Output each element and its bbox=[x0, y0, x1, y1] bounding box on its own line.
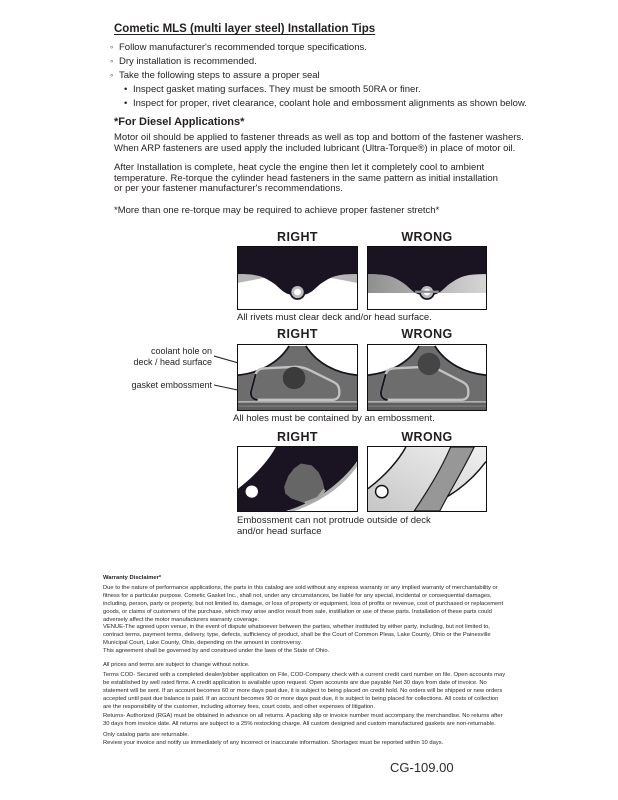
list-item bbox=[110, 83, 527, 97]
diesel-section-heading: *For Diesel Applications* bbox=[114, 116, 245, 128]
pair2-right-label: RIGHT bbox=[277, 327, 318, 341]
text-line: contract terms, payment terms, delivery, type, defects, sufficiency of product, shall be the Court of Common Pleas, Lake County, Ohio or the Painesville bbox=[103, 632, 491, 638]
hole-embossment-right-diagram bbox=[237, 344, 358, 411]
pair1-caption: All rivets must clear deck and/or head surface. bbox=[237, 312, 432, 323]
catalog-number: CG-109.00 bbox=[390, 760, 454, 775]
pair1-right-label: RIGHT bbox=[277, 230, 318, 244]
text-line: coolant hole on bbox=[150, 346, 212, 356]
text-line: adversely affect the motor manufacturers warranty coverage. bbox=[103, 617, 260, 623]
list-item bbox=[110, 41, 527, 55]
list-item bbox=[110, 69, 527, 83]
list-item bbox=[110, 55, 527, 69]
venue-paragraph bbox=[103, 623, 491, 655]
terms-paragraph bbox=[103, 671, 505, 711]
list-item-text: Inspect for proper, rivet clearance, coolant hole and embossment alignments as shown below. bbox=[133, 98, 527, 109]
prices-notice: All prices and terms are subject to change without notice. bbox=[103, 662, 250, 668]
text-line: deck / head surface bbox=[133, 356, 212, 367]
returns-paragraph bbox=[103, 712, 503, 728]
text-line: Terms COD- Secured with a completed dealer/jobber application on File, COD-Company check with a current credit card number on file. Open accounts may bbox=[103, 672, 506, 678]
text-line: After Installation is complete, heat cycle the engine then let it completely cool to ambient bbox=[114, 162, 485, 173]
text-line: Municipal Court, Lake County, Ohio, depending on the amount in controversy. bbox=[103, 640, 302, 646]
text-line: Motor oil should be applied to fastener threads as well as top and bottom of the fastener washers. bbox=[114, 132, 524, 143]
text-line: Due to the nature of performance applications, the parts in this catalog are sold without any express warranty or any implied warranty of merchantability or bbox=[103, 585, 498, 591]
text-line: including, person, party or property, but not limited to, damage, or loss of property or equipment, loss of profits or revenue, cost of purchased or replacement bbox=[103, 601, 504, 607]
bullet-icon: ◦ bbox=[110, 42, 114, 53]
text-line: and/or head surface bbox=[237, 526, 322, 537]
text-line: or per your fastener manufacturer's recommendations. bbox=[114, 183, 343, 194]
returnable-notice: Only catalog parts are returnable. bbox=[103, 732, 190, 738]
bullet-icon: ◦ bbox=[110, 56, 114, 67]
warranty-disclaimer-heading: Warranty Disclaimer* bbox=[103, 575, 162, 581]
list-item-text: Inspect gasket mating surfaces. They must be smooth 50RA or finer. bbox=[133, 84, 421, 95]
text-line: When ARP fasteners are used apply the included lubricant (Ultra-Torque®) in place of motor oil. bbox=[114, 142, 516, 154]
diesel-paragraph-1 bbox=[114, 133, 524, 154]
text-line: are the responsibility of the customer, including attorney fees, court costs, and other expenses of litigation. bbox=[103, 704, 375, 710]
pair1-wrong-label: WRONG bbox=[401, 230, 453, 244]
list-item-text: Take the following steps to assure a proper seal bbox=[119, 70, 320, 81]
text-line: Returns- Authorized (RGA) must be obtained in advance on all returns. A packing slip or invoice number must accompany the merchandise. No returns after bbox=[103, 713, 503, 719]
rivet-clearance-wrong-diagram bbox=[367, 246, 487, 310]
rivet-clearance-right-diagram bbox=[237, 246, 358, 310]
protrusion-right-drawing bbox=[238, 447, 357, 511]
text-line: accepted until past due balance is paid. If an account becomes 90 or more days past due, it is subject to being placed for collections. All costs of collection bbox=[103, 696, 499, 702]
review-invoice-notice: Review your invoice and notify us immediately of any incorrect or inaccurate information. Shortages must be reported within 10 days. bbox=[103, 740, 444, 746]
hole-embossment-wrong-diagram bbox=[367, 344, 487, 411]
pair2-wrong-label: WRONG bbox=[401, 327, 453, 341]
pair3-wrong-label: WRONG bbox=[401, 430, 453, 444]
protrusion-right-diagram bbox=[237, 446, 358, 512]
warranty-paragraph bbox=[103, 584, 503, 624]
gasket-embossment-callout: gasket embossment bbox=[131, 380, 212, 390]
installation-tips-list bbox=[110, 41, 527, 111]
pair3-caption bbox=[237, 515, 431, 537]
hole-embossment-wrong-drawing bbox=[368, 345, 486, 410]
coolant-hole-callout bbox=[96, 346, 212, 367]
text-line: Embossment can not protrude outside of deck bbox=[237, 515, 431, 526]
text-line: This agreement shall be governed by and construed under the laws of the State of Ohio. bbox=[103, 648, 330, 654]
protrusion-wrong-diagram bbox=[367, 446, 487, 512]
text-line: be established by well rated firms. A credit application is available upon request. Open accounts are due payable Net 30 days from date of invoice. No bbox=[103, 680, 487, 686]
bolt-hole-icon bbox=[376, 485, 388, 497]
pair2-caption: All holes must be contained by an embossment. bbox=[233, 413, 435, 424]
rivet-clearance-wrong-drawing bbox=[368, 247, 486, 309]
text-line: goods, or claims of customers of the purchase, which may arise and/or result from sale, instillation or use of these parts. Installation of these parts could bbox=[103, 609, 492, 615]
bullet-icon: ◦ bbox=[110, 70, 114, 81]
bullet-icon: • bbox=[124, 84, 128, 95]
retorque-note: *More than one re-torque may be required to achieve proper fastener stretch* bbox=[114, 205, 440, 216]
list-item bbox=[110, 97, 527, 111]
protrusion-wrong-drawing bbox=[368, 447, 486, 511]
coolant-hole-icon bbox=[418, 353, 441, 375]
list-item-text: Dry installation is recommended. bbox=[119, 56, 257, 67]
text-line: statement will be sent. If an account becomes 60 or more days past due, it is subject to being placed on credit hold. No orders will be shipped or new orders bbox=[103, 688, 503, 694]
bullet-icon: • bbox=[124, 98, 128, 109]
diesel-paragraph-2 bbox=[114, 163, 498, 195]
bolt-hole-icon bbox=[246, 485, 258, 497]
pair3-right-label: RIGHT bbox=[277, 430, 318, 444]
text-line: temperature. Re-torque the cylinder head fasteners in the same pattern as initial installation bbox=[114, 172, 498, 184]
text-line: 30 days from invoice date. All returns are subject to a 25% restocking charge. All custom designed and custom manufactured gaskets are non-returnable. bbox=[103, 721, 496, 727]
text-line: fitness for a particular purpose. Cometic Gasket Inc., shall not, under any circumstances, be liable for any special, incidental or consequential damages, bbox=[103, 593, 492, 599]
coolant-hole-icon bbox=[283, 367, 306, 389]
list-item-text: Follow manufacturer's recommended torque specifications. bbox=[119, 42, 367, 53]
page-title: Cometic MLS (multi layer steel) Installation Tips bbox=[114, 23, 376, 35]
text-line: VENUE-The agreed upon venue, in the event of dispute whatsoever between the parties, whether instituted by either party, including, but not limited to, bbox=[103, 624, 490, 630]
rivet-clearance-right-drawing bbox=[238, 247, 357, 309]
hole-embossment-right-drawing bbox=[238, 345, 357, 410]
